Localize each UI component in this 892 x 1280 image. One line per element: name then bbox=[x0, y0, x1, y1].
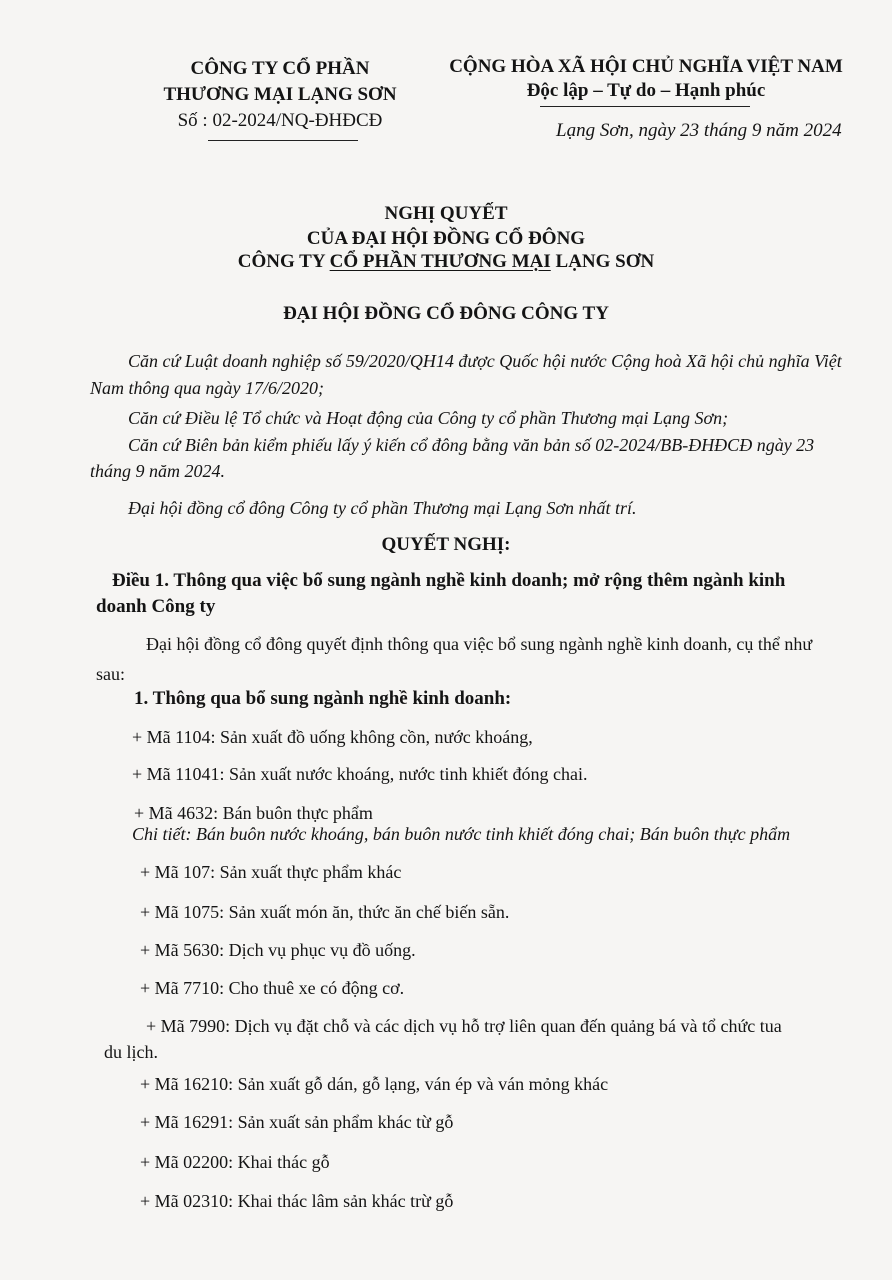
title-line3-prefix: CÔNG TY bbox=[237, 251, 330, 272]
list-item-continuation: du lịch. bbox=[104, 1042, 158, 1062]
section-1-heading: 1. Thông qua bổ sung ngành nghề kinh doanh: bbox=[134, 688, 512, 709]
list-item: + Mã 7710: Cho thuê xe có động cơ. bbox=[140, 978, 405, 998]
list-item: + Mã 1075: Sản xuất món ăn, thức ăn chế biến sẵn. bbox=[140, 902, 510, 922]
article-1-intro-line1: Đại hội đồng cổ đông quyết định thông qua việc bổ sung ngành nghề kinh doanh, cụ thể như bbox=[146, 634, 813, 654]
article-1-line1: Điều 1. Thông qua việc bổ sung ngành nghề kinh doanh; mở rộng thêm ngành kinh bbox=[112, 570, 786, 591]
basis-3-line1: Căn cứ Biên bản kiểm phiếu lấy ý kiến cổ đông bằng văn bản số 02-2024/BB-ĐHĐCĐ ngày 23 bbox=[128, 435, 815, 455]
company-name-line1: CÔNG TY CỔ PHẦN bbox=[190, 58, 370, 79]
list-item: + Mã 107: Sản xuất thực phẩm khác bbox=[140, 862, 402, 882]
list-item: + Mã 11041: Sản xuất nước khoáng, nước tinh khiết đóng chai. bbox=[132, 764, 588, 784]
basis-3-line2: tháng 9 năm 2024. bbox=[90, 461, 225, 481]
list-item: + Mã 5630: Dịch vụ phục vụ đồ uống. bbox=[140, 940, 416, 960]
consensus-statement: Đại hội đồng cổ đông Công ty cổ phần Thương mại Lạng Sơn nhất trí. bbox=[128, 498, 637, 518]
nation-motto: Độc lập – Tự do – Hạnh phúc bbox=[526, 80, 766, 101]
list-item: + Mã 4632: Bán buôn thực phẩm bbox=[134, 803, 373, 823]
title-line3-underlined: CỔ PHẦN THƯƠNG MẠI bbox=[329, 251, 551, 272]
article-1-line2: doanh Công ty bbox=[96, 596, 216, 617]
title-resolution: NGHỊ QUYẾT bbox=[384, 203, 508, 224]
basis-2: Căn cứ Điều lệ Tổ chức và Hoạt động của Công ty cổ phần Thương mại Lạng Sơn; bbox=[128, 408, 729, 428]
title-line3 bbox=[0, 251, 892, 273]
header-right-underline bbox=[540, 106, 750, 107]
company-name-line2: THƯƠNG MẠI LẠNG SƠN bbox=[163, 84, 397, 105]
basis-1-line1: Căn cứ Luật doanh nghiệp số 59/2020/QH14 được Quốc hội nước Cộng hoà Xã hội chủ nghĩa Việt bbox=[128, 351, 842, 371]
basis-1-line2: Nam thông qua ngày 17/6/2020; bbox=[90, 378, 324, 398]
list-item: + Mã 02310: Khai thác lâm sản khác trừ gỗ bbox=[140, 1191, 454, 1211]
article-1-intro-line2: sau: bbox=[96, 664, 125, 684]
nation-title: CỘNG HÒA XÃ HỘI CHỦ NGHĨA VIỆT NAM bbox=[449, 56, 843, 77]
list-item: + Mã 02200: Khai thác gỗ bbox=[140, 1152, 330, 1172]
list-item: + Mã 16291: Sản xuất sản phẩm khác từ gỗ bbox=[140, 1112, 454, 1132]
title-line3-suffix: LẠNG SƠN bbox=[550, 251, 655, 272]
list-item-detail: Chi tiết: Bán buôn nước khoáng, bán buôn nước tinh khiết đóng chai; Bán buôn thực phẩm bbox=[132, 824, 791, 844]
list-item: + Mã 7990: Dịch vụ đặt chỗ và các dịch vụ hỗ trợ liên quan đến quảng bá và tổ chức tua bbox=[146, 1016, 782, 1036]
issuing-body: ĐẠI HỘI ĐỒNG CỔ ĐÔNG CÔNG TY bbox=[283, 303, 609, 324]
list-item: + Mã 1104: Sản xuất đồ uống không cồn, nước khoáng, bbox=[132, 727, 533, 747]
list-item: + Mã 16210: Sản xuất gỗ dán, gỗ lạng, ván ép và ván mỏng khác bbox=[140, 1074, 609, 1094]
header-left-underline bbox=[208, 140, 358, 141]
resolution-heading: QUYẾT NGHỊ: bbox=[381, 534, 511, 555]
document-date: Lạng Sơn, ngày 23 tháng 9 năm 2024 bbox=[556, 120, 842, 141]
document-number: Số : 02-2024/NQ-ĐHĐCĐ bbox=[177, 110, 383, 131]
title-line2: CỦA ĐẠI HỘI ĐỒNG CỔ ĐÔNG bbox=[306, 228, 586, 249]
